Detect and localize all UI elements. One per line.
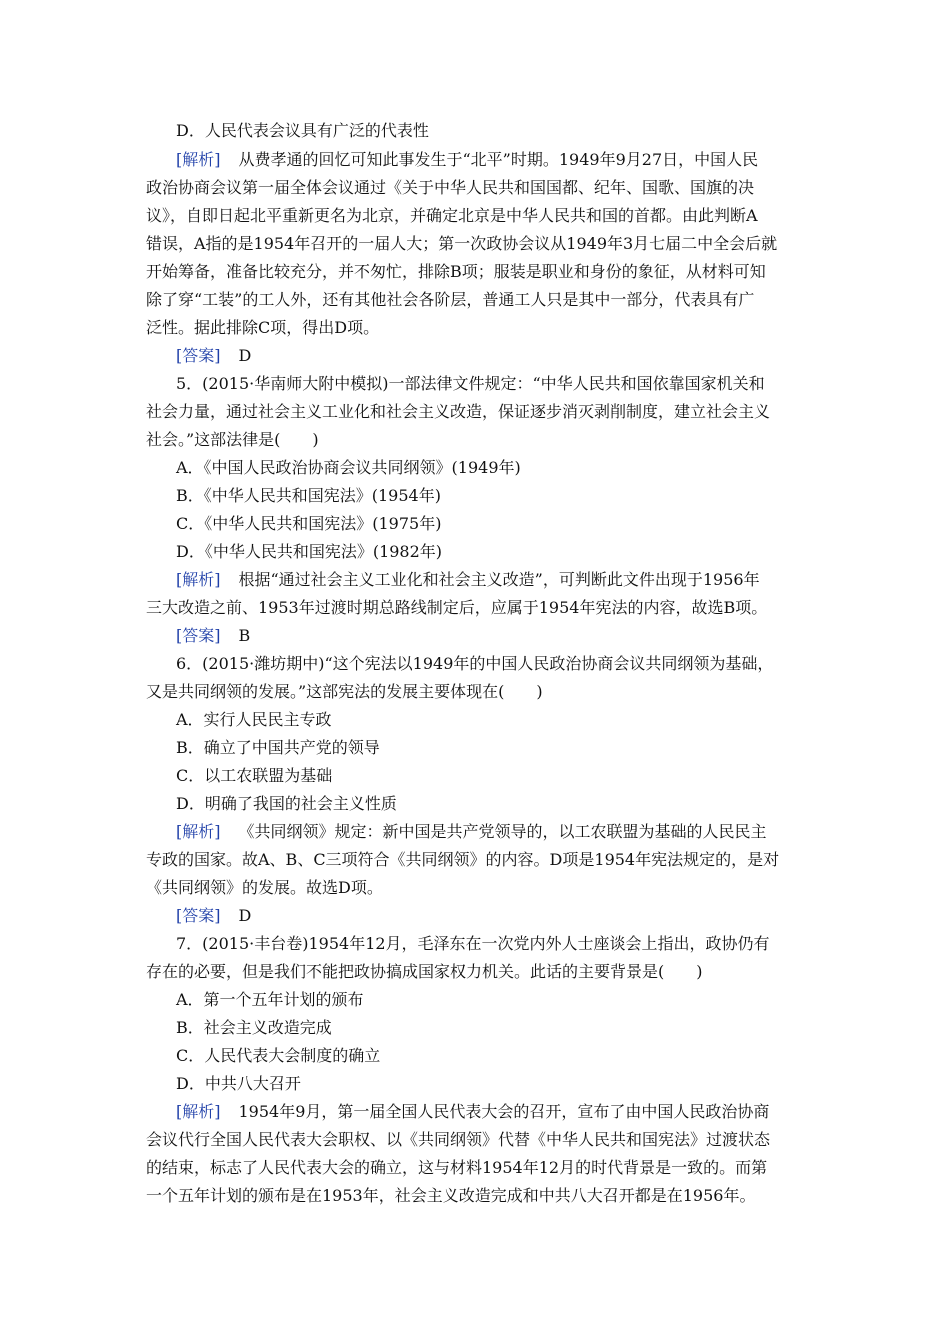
q6-analysis-line-1: [解析] 《共同纲领》规定：新中国是共产党领导的，以工农联盟为基础的人民民主: [176, 822, 767, 841]
q4-analysis-line-1: [解析] 从费孝通的回忆可知此事发生于“北平”时期。1949年9月27日，中国人民: [176, 150, 759, 169]
q6-option-d: D．明确了我国的社会主义性质: [176, 794, 397, 813]
q7-analysis-line-3: 的结束，标志了人民代表大会的确立，这与材料1954年12月的时代背景是一致的。而第: [146, 1158, 768, 1177]
q4-analysis-line-2: 政治协商会议第一届全体会议通过《关于中华人民共和国国都、纪年、国歌、国旗的决: [146, 178, 755, 197]
answer-tag: [答案]: [176, 346, 221, 365]
answer-value: D: [238, 906, 252, 925]
q6-stem-line-2: 又是共同纲领的发展。”这部宪法的发展主要体现在( ): [146, 682, 543, 701]
q7-option-d: D．中共八大召开: [176, 1074, 301, 1093]
q7-option-b: B．社会主义改造完成: [176, 1018, 332, 1037]
q5-option-c: C．《中华人民共和国宪法》(1975年): [176, 514, 442, 533]
q5-option-a: A．《中国人民政治协商会议共同纲领》(1949年): [176, 458, 521, 477]
q4-option-d: D．人民代表会议具有广泛的代表性: [176, 121, 429, 140]
q6-option-c: C．以工农联盟为基础: [176, 766, 333, 785]
answer-tag: [答案]: [176, 626, 221, 645]
q4-analysis-line-4: 错误，A指的是1954年召开的一届人大；第一次政协会议从1949年3月七届二中全会后就: [146, 234, 778, 253]
q5-stem-line-2: 社会力量，通过社会主义工业化和社会主义改造，保证逐步消灭剥削制度，建立社会主义: [146, 402, 771, 421]
analysis-tag: [解析]: [176, 1102, 221, 1121]
q5-option-b: B．《中华人民共和国宪法》(1954年): [176, 486, 441, 505]
q6-option-b: B．确立了中国共产党的领导: [176, 738, 380, 757]
q4-analysis-line-7: 泛性。据此排除C项，得出D项。: [146, 318, 380, 337]
q7-stem-line-1: 7．(2015·丰台卷)1954年12月，毛泽东在一次党内外人士座谈会上指出，政协仍有: [176, 934, 770, 953]
q4-analysis-line-6: 除了穿“工装”的工人外，还有其他社会各阶层，普通工人只是其中一部分，代表具有广: [146, 290, 755, 309]
q7-analysis-line-1: [解析] 1954年9月，第一届全国人民代表大会的召开，宣布了由中国人民政治协商: [176, 1102, 770, 1121]
answer-tag: [答案]: [176, 906, 221, 925]
q6-answer: [176, 906, 251, 926]
q5-stem-line-1: 5．(2015·华南师大附中模拟)一部法律文件规定：“中华人民共和国依靠国家机关和: [176, 374, 765, 393]
answer-value: D: [238, 346, 252, 365]
q6-option-a: A．实行人民民主专政: [176, 710, 332, 729]
analysis-tag: [解析]: [176, 822, 221, 841]
q7-analysis-line-4: 一个五年计划的颁布是在1953年，社会主义改造完成和中共八大召开都是在1956年。: [146, 1186, 756, 1205]
q6-stem-line-1: 6．(2015·潍坊期中)“这个宪法以1949年的中国人民政治协商会议共同纲领为基础，: [176, 654, 774, 673]
q7-option-c: C．人民代表大会制度的确立: [176, 1046, 381, 1065]
q5-answer: [176, 626, 250, 646]
q5-analysis-line-2: 三大改造之前、1953年过渡时期总路线制定后，应属于1954年宪法的内容，故选B项。: [146, 598, 768, 617]
q7-option-a: A．第一个五年计划的颁布: [176, 990, 364, 1009]
q4-analysis-line-5: 开始筹备，准备比较充分，并不匆忙，排除B项；服装是职业和身份的象征，从材料可知: [146, 262, 766, 281]
q5-option-d: D．《中华人民共和国宪法》(1982年): [176, 542, 443, 561]
q7-analysis-line-2: 会议代行全国人民代表大会职权、以《共同纲领》代替《中华人民共和国宪法》过渡状态: [146, 1130, 771, 1149]
q4-analysis-line-3: 议》，自即日起北平重新更名为北京，并确定北京是中华人民共和国的首都。由此判断A: [146, 206, 758, 225]
analysis-tag: [解析]: [176, 150, 221, 169]
q5-stem-line-3: 社会。”这部法律是( ): [146, 430, 319, 449]
q5-analysis-line-1: [解析] 根据“通过社会主义工业化和社会主义改造”，可判断此文件出现于1956年: [176, 570, 760, 589]
analysis-tag: [解析]: [176, 570, 221, 589]
q7-stem-line-2: 存在的必要，但是我们不能把政协搞成国家权力机关。此话的主要背景是( ): [146, 962, 703, 981]
answer-value: B: [238, 626, 251, 645]
q6-analysis-line-2: 专政的国家。故A、B、C三项符合《共同纲领》的内容。D项是1954年宪法规定的，是对: [146, 850, 780, 869]
q4-answer: [176, 346, 251, 366]
q6-analysis-line-3: 《共同纲领》的发展。故选D项。: [146, 878, 383, 897]
